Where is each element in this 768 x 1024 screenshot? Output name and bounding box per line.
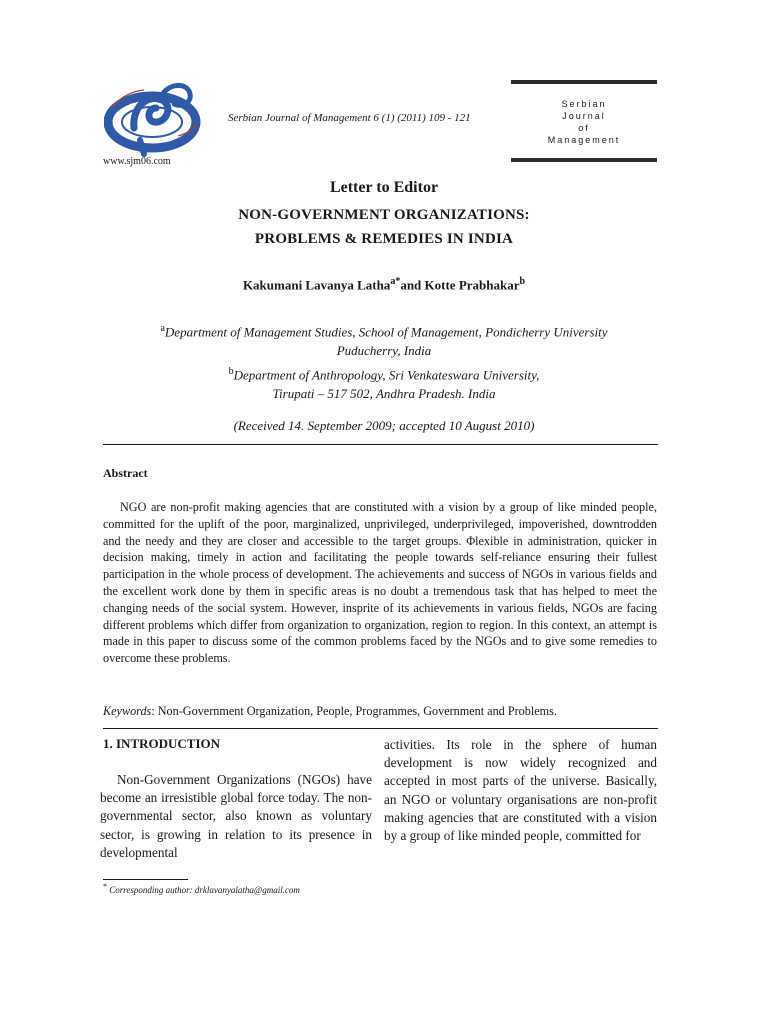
article-title-line-1: NON-GOVERNMENT ORGANIZATIONS: [238, 207, 530, 223]
site-url[interactable]: www.sjm06.com [103, 156, 171, 167]
journal-name-line: Serbian [561, 99, 607, 109]
authors [0, 276, 768, 293]
journal-name-line: of [578, 123, 590, 133]
affiliation-a [0, 319, 768, 360]
author-1-superscript: a* [390, 276, 401, 287]
received-dates: (Received 14. September 2009; accepted 10 August 2010) [233, 418, 535, 433]
corresponding-author: Corresponding author: drklavanyalatha@gmail.com [107, 885, 300, 895]
keywords [103, 704, 557, 719]
author-1: Kakumani Lavanya Latha [242, 277, 391, 293]
affiliation-b [0, 362, 768, 403]
journal-name-box [511, 80, 657, 162]
affiliation-b-mark: b [228, 366, 234, 377]
abstract-heading: Abstract [103, 466, 148, 480]
abstract-body: NGO are non-profit making agencies that are constituted with a vision by a group of like minded people, committed for the uplift of the poor, marginalized, unprivileged, underprivileged, impoverished, downtrodden and the needy and they are closer and accessible to the target groups. Φlexible in administration, quicker in decision making, timely in action and facilitating the people towards self-reliance ensuring their fullest participation in the whole process of development. The achievements and success of NGOs in various fields and the excellent work done by them in specific areas is no doubt a tremendous task that has helped to meet the changing needs of the social system. However, insprite of its achievements in various fields, NGOs are facing different problems which differ from organization to organization, region to region. In this context, an attempt is made in this paper to discuss some of the common problems faced by the NGOs and to give some remedies to overcome these problems. [103, 500, 657, 666]
footnote-mark: * [103, 882, 107, 891]
affiliation-a-line-2: Puducherry, India [336, 343, 432, 359]
keywords-list: : Non-Government Organization, People, Programmes, Government and Problems. [151, 704, 557, 718]
divider [103, 728, 658, 729]
body-column-left: Non-Government Organizations (NGOs) have become an irresistible global force today. The non-governmental sector, also known as voluntary sector, is growing in relation to its presence in developmental [100, 772, 372, 860]
affiliation-a-mark: a [160, 323, 165, 334]
divider [103, 444, 658, 445]
journal-reference: Serbian Journal of Management 6 (1) (2011) 109 - 121 [228, 112, 471, 124]
author-2: and Kotte Prabhakar [400, 277, 520, 293]
body-column-right: activities. Its role in the sphere of human development is now widely recognized and accepted in most parts of the universe. Basically, an NGO or voluntary organisations are non-profit making agencies that are constituted with a vision by a group of like minded people, committed for [384, 737, 657, 844]
section-heading-introduction: 1. INTRODUCTION [103, 736, 221, 751]
footnote [103, 882, 300, 895]
keywords-label: Keywords [103, 704, 152, 718]
affiliation-b-line-2: Tirupati – 517 502, Andhra Pradesh. India [272, 386, 496, 402]
author-2-superscript: b [519, 276, 526, 287]
journal-name-line: Management [547, 135, 621, 145]
article-type: Letter to Editor [329, 179, 439, 196]
journal-logo-graphic [104, 78, 216, 158]
article-title-line-2: PROBLEMS & REMEDIES IN INDIA [254, 231, 514, 247]
journal-name-line: Journal [562, 111, 606, 121]
affiliation-b-line-1: Department of Anthropology, Sri Venkateswara University, [233, 367, 540, 383]
affiliation-a-line-1: Department of Management Studies, School of Management, Pondicherry University [164, 324, 608, 340]
journal-logo [104, 78, 216, 158]
footnote-rule [103, 879, 188, 880]
